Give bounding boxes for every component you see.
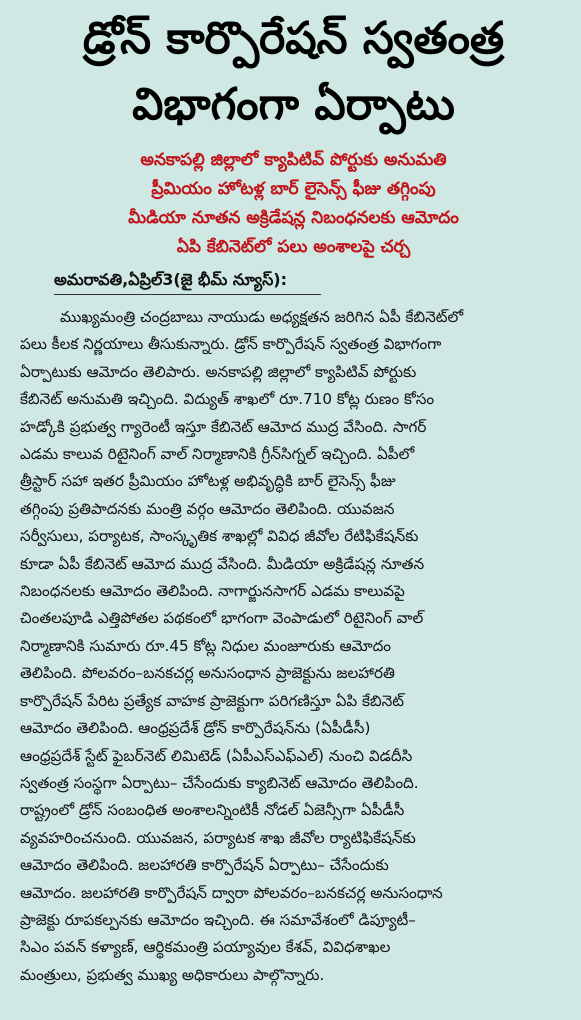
body-line: కూడా ఏపీ కేబినెట్ ఆమోద ముద్ర వేసింది. మీడియా అక్రిడేషన్ల నూతన: [20, 554, 425, 573]
body-line: సిఎం పవన్ కళ్యాణ్, ఆర్థికమంత్రి పయ్యావుల కేశవ్, వివిధశాఖల: [20, 938, 391, 957]
headline-line: డ్రోన్ కార్పొరేషన్ స్వతంత్ర: [82, 13, 505, 64]
body-line: హడ్కోకి ప్రభుత్వ గ్యారెంటీ ఇస్తూ కేబినెట్ ఆమోద ముద్ర వేసింది. సాగర్: [20, 417, 427, 436]
body-line: రాష్ట్రంలో డ్రోన్ సంబంధిత అంశాలన్నింటికీ నోడల్ ఏజెన్సీగా ఏపీడీసీ: [20, 801, 405, 820]
article-subheadings: [20, 146, 567, 262]
body-line: తగ్గింపు ప్రతిపాదనకు మంత్రి వర్గం ఆమోదం తెలిపింది. యువజన: [20, 499, 395, 518]
body-line: తెలిపింది. పోలవరం–బనకచర్ల అనుసంధాన ప్రాజెక్టును జలహారతి: [20, 664, 395, 683]
body-line: ఏర్పాటుకు ఆమోదం తెలిపారు. అనకాపల్లి జిల్లాలో క్యాపిటివ్ పోర్టుకు: [20, 362, 417, 381]
body-line: త్రీస్టార్ సహా ఇతర ప్రీమియం హోటళ్ల అభివృద్ధికి బార్ లైసెన్స్ ఫీజు: [20, 472, 396, 491]
subheading: మీడియా నూతన అక్రిడేషన్ల నిబంధనలకు ఆమోదం: [128, 208, 459, 228]
body-line: కేబినెట్ అనుమతి ఇచ్చింది. విద్యుత్ శాఖలో రూ.710 కోట్ల రుణం కోసం: [20, 390, 435, 409]
body-line: కార్పొరేషన్ పేరిట ప్రత్యేక వాహక ప్రాజెక్టుగా పరిగణిస్తూ ఏపి కేబినెట్: [20, 691, 405, 710]
body-line: ఆంధ్రప్రదేశ్ స్టేట్ ఫైబర్‌నెట్ లిమిటెడ్ (ఏపీఎస్ఎఫ్ఎల్) నుంచి విడదీసి: [20, 746, 413, 765]
body-line: పలు కీలక నిర్ణయాలు తీసుకున్నారు. డ్రోన్ కార్పొరేషన్ స్వతంత్ర విభాగంగా: [20, 335, 442, 354]
article-headline: [20, 6, 567, 138]
headline-line: విభాగంగా ఏర్పాటు: [132, 79, 455, 130]
body-line: ఎడమ కాలువ రిటైనింగ్ వాల్ నిర్మాణానికి గ్రీన్‌సిగ్నల్ ఇచ్చింది. ఏపీలో: [20, 445, 415, 464]
dateline-row: [20, 266, 567, 296]
body-line: సర్వీసులు, పర్యాటక, సాంస్కృతిక శాఖల్లో వివిధ జీవోల రేటిఫికేషన్‌కు: [20, 527, 419, 546]
body-line: నిబంధనలకు ఆమోదం తెలిపింది. నాగార్జునసాగర్ ఎడమ కాలువపై: [20, 582, 405, 601]
body-line: ఆమోదం తెలిపింది. జలహారతి కార్పొరేషన్ ఏర్పాటు– చేసేందుకు: [20, 856, 389, 875]
body-line: స్వతంత్ర సంస్థగా ఏర్పాటు– చేసేందుకు క్యాబినెట్ ఆమోదం తెలిపింది.: [20, 773, 419, 792]
dateline-underline: [54, 294, 321, 295]
article-body: [20, 304, 567, 989]
subheading: ప్రీమియం హోటళ్ల బార్ లైసెన్స్ ఫీజు తగ్గింపు: [151, 179, 436, 199]
body-line: ముఖ్యమంత్రి చంద్రబాబు నాయుడు అధ్యక్షతన జరిగిన ఏపీ కేబినెట్‌లో: [60, 308, 464, 326]
body-line: ఆమోదం. జలహారతి కార్పొరేషన్ ద్వారా పోలవరం–బనకచర్ల అనుసంధాన: [20, 883, 443, 902]
subheading: అనకాపల్లి జిల్లాలో క్యాపిటివ్ పోర్టుకు అనుమతి: [140, 150, 447, 170]
dateline: అమరావతి,ఏప్రిల్3(జై భీమ్ న్యూస్):: [54, 270, 288, 289]
body-line: మంత్రులు, ప్రభుత్వ ముఖ్య అధికారులు పాల్గొన్నారు.: [20, 965, 325, 984]
body-line: ప్రాజెక్టు రూపకల్పనకు ఆమోదం ఇచ్చింది. ఈ సమావేశంలో డిప్యూటీ–: [20, 910, 416, 929]
body-line: వ్యవహరించనుంది. యువజన, పర్యాటక శాఖ జీవోల ర్యాటిఫికేషన్‌కు: [20, 828, 416, 847]
subheading: ఏపి కేబినెట్‌లో పలు అంశాలపై చర్చ: [176, 237, 411, 257]
body-line: ఆమోదం తెలిపింది. ఆంధ్రప్రదేశ్ డ్రోన్ కార్పొరేషన్‌ను (ఏపీడీసీ): [20, 719, 371, 738]
body-line: చింతలపూడి ఎత్తిపోతల పథకంలో భాగంగా వెంపాడులో రిటైనింగ్ వాల్: [20, 609, 424, 628]
body-line: నిర్మాణానికి సుమారు రూ.45 కోట్ల నిధుల మంజూరుకు ఆమోదం: [20, 636, 391, 655]
